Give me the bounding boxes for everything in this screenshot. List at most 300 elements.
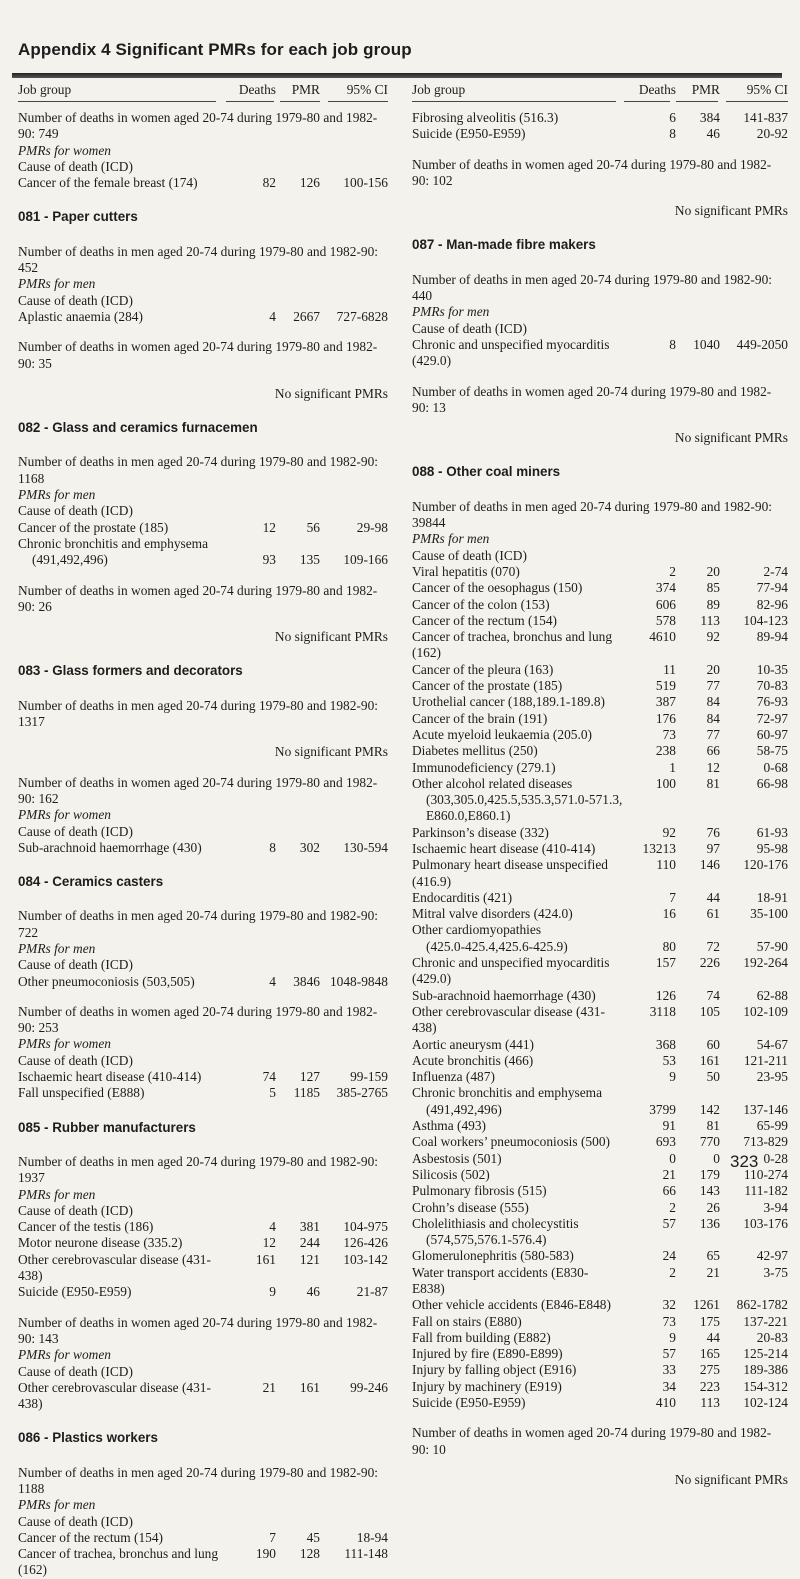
deaths-cell: 82 <box>262 175 276 191</box>
header-rule <box>412 101 788 103</box>
women-death-count: Number of deaths in women aged 20-74 during 1979-80 and 1982-90: 253 <box>18 1003 378 1036</box>
deaths-cell: 578 <box>655 612 676 628</box>
ci-cell: 20-83 <box>756 1329 788 1345</box>
rows <box>412 825 788 923</box>
deaths-cell: 8 <box>669 336 676 352</box>
table-row <box>412 110 788 126</box>
pmr-cell: 20 <box>706 563 720 579</box>
pmr-cell: 77 <box>706 726 720 742</box>
women-death-count: Number of deaths in women aged 20-74 during 1979-80 and 1982-90: 35 <box>18 339 378 371</box>
cause-cell: Fall from building (E882) <box>412 1329 551 1345</box>
cause-cell: Fall unspecified (E888) <box>18 1085 145 1101</box>
pmr-cell: 92 <box>706 629 720 645</box>
pmr-cell: 76 <box>706 824 720 840</box>
section-086-continued <box>412 110 788 219</box>
table-row <box>412 1346 788 1362</box>
rows <box>412 1248 788 1411</box>
header-job-group: Job group <box>412 82 466 97</box>
ci-cell: 3-94 <box>763 1199 788 1215</box>
pmr-cell: 81 <box>706 775 720 791</box>
cause-cell: Acute bronchitis (466) <box>412 1052 534 1068</box>
table-row <box>412 988 788 1004</box>
ci-cell: 121-211 <box>743 1052 788 1068</box>
ci-cell: 125-214 <box>743 1346 788 1362</box>
women-death-count: Number of deaths in women aged 20-74 during 1979-80 and 1982-90: 26 <box>18 582 378 614</box>
pmr-cell: 1261 <box>693 1297 720 1313</box>
pmr-cell: 97 <box>706 840 720 856</box>
deaths-cell: 12 <box>262 1235 276 1251</box>
cause-cell: Silicosis (502) <box>412 1166 490 1182</box>
table-row <box>412 629 788 662</box>
ci-cell: 111-148 <box>344 1546 388 1562</box>
pmr-cell: 175 <box>699 1313 720 1329</box>
cause-label: Cause of death (ICD) <box>412 547 527 563</box>
no-significant-pmrs: No significant PMRs <box>274 629 388 645</box>
ci-cell: 1048-9848 <box>329 973 388 989</box>
table-row <box>18 840 388 856</box>
pmr-cell: 74 <box>706 987 720 1003</box>
table-row <box>18 1284 388 1300</box>
pmr-cell: 165 <box>699 1346 720 1362</box>
deaths-cell: 93 <box>262 552 276 568</box>
table-row <box>18 1069 388 1085</box>
rows <box>412 110 788 143</box>
deaths-cell: 4 <box>269 308 276 324</box>
header-ci: 95% CI <box>346 82 388 97</box>
pmrs-label: PMRs for men <box>18 276 96 292</box>
table-row <box>412 1297 788 1313</box>
section-086 <box>18 1430 388 1578</box>
cause-cell: (425.0-425.4,425.6-425.9) <box>426 938 568 954</box>
cause-cell: Cancer of the prostate (185) <box>412 678 563 694</box>
no-significant-pmrs: No significant PMRs <box>274 744 388 760</box>
deaths-cell: 8 <box>269 839 276 855</box>
rows <box>412 564 788 792</box>
ci-cell: 72-97 <box>756 710 788 726</box>
cause-line: E860.0,E860.1) <box>426 808 511 824</box>
deaths-cell: 4610 <box>649 629 676 645</box>
table-row <box>18 1235 388 1251</box>
cause-cell: Chronic and unspecified myocarditis (429.0) <box>412 955 610 987</box>
deaths-cell: 387 <box>655 694 676 710</box>
table-row <box>18 520 388 536</box>
ci-cell: 103-142 <box>343 1251 388 1267</box>
section-heading: 084 - Ceramics casters <box>18 874 164 890</box>
table-row <box>412 711 788 727</box>
table-row <box>412 760 788 776</box>
men-death-count: Number of deaths in men aged 20-74 during 1979-80 and 1982-90: 722 <box>18 908 378 940</box>
pmr-cell: 302 <box>299 839 320 855</box>
cause-cell: Immunodeficiency (279.1) <box>412 759 556 775</box>
ci-cell: 111-182 <box>744 1183 788 1199</box>
deaths-cell: 126 <box>655 987 676 1003</box>
cause-cell: Mitral valve disorders (424.0) <box>412 906 573 922</box>
pmr-cell: 121 <box>299 1251 320 1267</box>
cause-line: (303,305.0,425.5,535.3,571.0-571.3, <box>426 792 623 808</box>
table-row <box>412 580 788 596</box>
men-death-count: Number of deaths in men aged 20-74 during 1979-80 and 1982-90: 1317 <box>18 697 378 730</box>
cause-cell: Cholelithiasis and cholecystitis <box>412 1215 579 1231</box>
section-heading: 088 - Other coal miners <box>412 464 561 480</box>
pmr-cell: 84 <box>706 710 720 726</box>
pmrs-label: PMRs for men <box>18 1186 96 1202</box>
men-death-count: Number of deaths in men aged 20-74 during 1979-80 and 1982-90: 1168 <box>18 454 378 486</box>
table-row <box>412 613 788 629</box>
rows <box>18 840 388 856</box>
deaths-cell: 66 <box>662 1183 676 1199</box>
deaths-cell: 2 <box>669 563 676 579</box>
deaths-cell: 73 <box>662 1313 676 1329</box>
cause-cell: Sub-arachnoid haemorrhage (430) <box>18 839 202 855</box>
pmr-cell: 72 <box>706 938 720 954</box>
ci-cell: 18-94 <box>356 1529 388 1545</box>
section-084 <box>18 874 388 1102</box>
header-ci: 95% CI <box>746 82 788 97</box>
ci-cell: 3-75 <box>763 1264 788 1280</box>
ci-cell: 65-99 <box>756 1118 788 1134</box>
header-pmr: PMR <box>291 82 320 97</box>
pmr-cell: 161 <box>699 1052 720 1068</box>
pmr-cell: 113 <box>700 1395 720 1411</box>
cause-label: Cause of death (ICD) <box>18 292 133 308</box>
rows <box>18 1069 388 1102</box>
table-row <box>412 1004 788 1037</box>
deaths-cell: 57 <box>662 1215 676 1231</box>
ci-cell: 99-159 <box>350 1069 388 1085</box>
ci-cell: 66-98 <box>756 775 788 791</box>
table-row <box>412 597 788 613</box>
pmr-cell: 20 <box>706 661 720 677</box>
no-significant-pmrs: No significant PMRs <box>674 1471 788 1487</box>
ci-cell: 57-90 <box>756 938 788 954</box>
deaths-cell: 33 <box>662 1362 676 1378</box>
deaths-cell: 110 <box>656 857 676 873</box>
pmr-cell: 105 <box>699 1003 720 1019</box>
rows <box>18 1380 388 1413</box>
ci-cell: 109-166 <box>343 552 388 568</box>
pmr-cell: 12 <box>706 759 720 775</box>
cause-cell: Suicide (E950-E959) <box>412 126 526 142</box>
pmr-cell: 3846 <box>293 973 320 989</box>
cause-cell: Glomerulonephritis (580-583) <box>412 1248 574 1264</box>
ci-cell: 70-83 <box>756 678 788 694</box>
cause-cell: Suicide (E950-E959) <box>18 1284 132 1300</box>
pmr-cell: 56 <box>306 519 320 535</box>
deaths-cell: 34 <box>662 1378 676 1394</box>
pmrs-label: PMRs for men <box>18 487 96 503</box>
table-row <box>412 1362 788 1378</box>
cause-cell: Cancer of the brain (191) <box>412 710 548 726</box>
pmr-cell: 136 <box>699 1215 720 1231</box>
pmr-cell: 26 <box>706 1199 720 1215</box>
deaths-cell: 410 <box>655 1395 676 1411</box>
deaths-cell: 7 <box>669 889 676 905</box>
table-row <box>412 955 788 988</box>
table-row <box>412 1379 788 1395</box>
section-heading: 082 - Glass and ceramics furnacemen <box>18 420 258 436</box>
pmr-cell: 44 <box>706 1329 720 1345</box>
cause-cell: Urothelial cancer (188,189.1-189.8) <box>412 694 605 710</box>
cause-label: Cause of death (ICD) <box>18 1202 133 1218</box>
deaths-cell: 238 <box>655 743 676 759</box>
deaths-cell: 32 <box>662 1297 676 1313</box>
section-088 <box>412 464 788 1488</box>
pmr-cell: 45 <box>306 1529 320 1545</box>
section-080-women <box>18 110 388 191</box>
ci-cell: 130-594 <box>343 839 388 855</box>
cause-label: Cause of death (ICD) <box>412 320 527 336</box>
ci-cell: 10-35 <box>756 661 788 677</box>
deaths-cell: 161 <box>255 1251 276 1267</box>
ci-cell: 54-67 <box>756 1036 788 1052</box>
table-row <box>412 662 788 678</box>
cause-label: Cause of death (ICD) <box>18 957 133 973</box>
pmr-cell: 66 <box>706 743 720 759</box>
pmrs-label: PMRs for women <box>18 142 111 158</box>
section-heading: 081 - Paper cutters <box>18 209 138 225</box>
cause-cell: Motor neurone disease (335.2) <box>18 1235 183 1251</box>
pmr-cell: 2667 <box>293 308 320 324</box>
table-row <box>412 1314 788 1330</box>
pmr-cell: 275 <box>699 1362 720 1378</box>
pmr-cell: 128 <box>299 1546 320 1562</box>
pmr-cell: 65 <box>706 1248 720 1264</box>
cause-cell: Aortic aneurysm (441) <box>412 1036 534 1052</box>
cause-cell: Aplastic anaemia (284) <box>18 308 143 324</box>
ci-cell: 862-1782 <box>736 1297 788 1313</box>
table-row <box>412 857 788 890</box>
table-row <box>412 906 788 922</box>
cause-label: Cause of death (ICD) <box>18 158 133 174</box>
pmrs-label: PMRs for women <box>18 1036 111 1052</box>
pmrs-label: PMRs for men <box>412 304 490 320</box>
cause-cell: (491,492,496) <box>426 1101 502 1117</box>
ci-cell: 29-98 <box>356 519 388 535</box>
pmr-cell: 226 <box>699 955 720 971</box>
pmr-cell: 21 <box>706 1264 720 1280</box>
pmr-cell: 127 <box>299 1069 320 1085</box>
cause-cell: Other alcohol related diseases <box>412 775 573 791</box>
ci-cell: 192-264 <box>743 955 788 971</box>
rows <box>18 1219 388 1300</box>
table-row <box>412 126 788 142</box>
deaths-cell: 9 <box>669 1329 676 1345</box>
table-row <box>412 564 788 580</box>
ci-cell: 2-74 <box>763 563 788 579</box>
cause-cell: Fall on stairs (E880) <box>412 1313 522 1329</box>
pmrs-label: PMRs for women <box>18 1347 111 1363</box>
pmr-cell: 0 <box>713 1150 720 1166</box>
pmr-cell: 50 <box>706 1069 720 1085</box>
cause-cell: Influenza (487) <box>412 1069 495 1085</box>
rows <box>412 955 788 1085</box>
pmr-cell: 384 <box>699 110 720 125</box>
ci-cell: 137-146 <box>743 1101 788 1117</box>
cause-cell: Fibrosing alveolitis (516.3) <box>412 110 559 125</box>
cause-cell: Viral hepatitis (070) <box>412 563 520 579</box>
pmr-cell: 1185 <box>293 1085 320 1101</box>
pmr-cell: 113 <box>700 612 720 628</box>
table-header <box>412 82 788 100</box>
cause-cell: Cancer of the oesophagus (150) <box>412 580 583 596</box>
table-row <box>412 1248 788 1264</box>
pmr-cell: 135 <box>299 552 320 568</box>
deaths-cell: 176 <box>655 710 676 726</box>
cause-line: (574,575,576.1-576.4) <box>426 1232 547 1248</box>
deaths-cell: 606 <box>655 596 676 612</box>
table-row <box>412 1037 788 1053</box>
cause-cell: Cancer of the rectum (154) <box>412 612 558 628</box>
section-081 <box>18 209 388 402</box>
cause-label: Cause of death (ICD) <box>18 1513 133 1529</box>
table-row <box>18 1546 388 1579</box>
cause-cell: Coal workers’ pneumoconiosis (500) <box>412 1134 610 1150</box>
deaths-cell: 21 <box>662 1166 676 1182</box>
men-death-count: Number of deaths in men aged 20-74 during 1979-80 and 1982-90: 1188 <box>18 1464 378 1496</box>
table-row <box>18 974 388 990</box>
section-heading: 085 - Rubber manufacturers <box>18 1119 196 1135</box>
women-death-count: Number of deaths in women aged 20-74 during 1979-80 and 1982-90: 13 <box>412 383 772 415</box>
pmr-cell: 146 <box>699 857 720 873</box>
deaths-cell: 9 <box>269 1284 276 1300</box>
pmr-cell: 85 <box>706 580 720 596</box>
men-death-count: Number of deaths in men aged 20-74 during 1979-80 and 1982-90: 39844 <box>412 498 772 531</box>
ci-cell: 77-94 <box>756 580 788 596</box>
header-job-group: Job group <box>18 82 72 97</box>
title-rule <box>12 73 782 78</box>
ci-cell: 713-829 <box>743 1134 788 1150</box>
cause-cell: Crohn’s disease (555) <box>412 1199 529 1215</box>
right-column <box>412 82 788 1488</box>
pmrs-label: PMRs for men <box>18 940 96 956</box>
cause-cell: Diabetes mellitus (250) <box>412 743 538 759</box>
section-082 <box>18 420 388 645</box>
cause-cell: Cancer of the female breast (174) <box>18 175 198 191</box>
deaths-cell: 374 <box>655 580 676 596</box>
header-deaths: Deaths <box>238 82 276 97</box>
ci-cell: 137-221 <box>743 1313 788 1329</box>
cause-cell: Cancer of the pleura (163) <box>412 661 554 677</box>
women-death-count: Number of deaths in women aged 20-74 during 1979-80 and 1982-90: 143 <box>18 1314 378 1346</box>
cause-cell: Pulmonary heart disease unspecified (416.9) <box>412 857 608 889</box>
deaths-cell: 157 <box>655 955 676 971</box>
ci-cell: 0-68 <box>763 759 788 775</box>
rows <box>18 175 388 191</box>
deaths-cell: 13213 <box>642 840 676 856</box>
ci-cell: 21-87 <box>356 1284 388 1300</box>
pmr-cell: 1040 <box>693 336 720 352</box>
ci-cell: 104-975 <box>343 1219 388 1235</box>
cause-label: Cause of death (ICD) <box>18 823 133 839</box>
no-significant-pmrs: No significant PMRs <box>274 385 388 401</box>
ci-cell: 58-75 <box>756 743 788 759</box>
pmr-cell: 61 <box>706 906 720 922</box>
cause-cell: Injured by fire (E890-E899) <box>412 1346 563 1362</box>
ci-cell: 104-123 <box>743 612 788 628</box>
pmr-cell: 244 <box>299 1235 320 1251</box>
no-significant-pmrs: No significant PMRs <box>674 203 788 219</box>
section-heading: 087 - Man-made fibre makers <box>412 237 596 253</box>
table-row <box>412 1265 788 1298</box>
header-pmr: PMR <box>691 82 720 97</box>
deaths-cell: 8 <box>669 126 676 142</box>
rows <box>18 1530 388 1579</box>
page-number: 323 <box>730 1152 759 1171</box>
deaths-cell: 16 <box>662 906 676 922</box>
pmr-cell: 142 <box>699 1101 720 1117</box>
cause-cell: Cancer of the colon (153) <box>412 596 550 612</box>
table-row <box>412 890 788 906</box>
deaths-cell: 100 <box>655 775 676 791</box>
cause-line: Chronic bronchitis and emphysema <box>18 535 209 551</box>
ci-cell: 82-96 <box>756 596 788 612</box>
cause-cell: Pulmonary fibrosis (515) <box>412 1183 547 1199</box>
table-row <box>412 1102 788 1118</box>
table-row <box>18 1530 388 1546</box>
table-row <box>18 1380 388 1413</box>
cause-cell: Water transport accidents (E830-E838) <box>412 1264 589 1296</box>
women-death-count: Number of deaths in women aged 20-74 during 1979-80 and 1982-90: 749 <box>18 110 378 142</box>
cause-cell: Cancer of the testis (186) <box>18 1219 154 1235</box>
header-rule <box>18 101 388 103</box>
ci-cell: 727-6828 <box>336 308 388 324</box>
cause-cell: Other pneumoconiosis (503,505) <box>18 973 195 989</box>
cause-cell: Asthma (493) <box>412 1118 487 1134</box>
table-row <box>412 743 788 759</box>
section-085 <box>18 1120 388 1413</box>
rows <box>18 974 388 990</box>
pmrs-label: PMRs for men <box>412 531 490 547</box>
men-death-count: Number of deaths in men aged 20-74 during 1979-80 and 1982-90: 440 <box>412 271 772 304</box>
cause-cell: Parkinson’s disease (332) <box>412 824 549 840</box>
header-deaths: Deaths <box>638 82 676 97</box>
deaths-cell: 92 <box>662 824 676 840</box>
table-row <box>412 825 788 841</box>
left-column <box>18 82 388 1579</box>
deaths-cell: 2 <box>669 1199 676 1215</box>
section-083 <box>18 663 388 856</box>
deaths-cell: 0 <box>669 1150 676 1166</box>
cause-cell: (491,492,496) <box>32 552 108 568</box>
section-heading: 083 - Glass formers and decorators <box>18 663 243 679</box>
deaths-cell: 74 <box>262 1069 276 1085</box>
women-death-count: Number of deaths in women aged 20-74 during 1979-80 and 1982-90: 102 <box>412 156 772 188</box>
ci-cell: 95-98 <box>756 840 788 856</box>
ci-cell: 20-92 <box>756 126 788 142</box>
page-title: Appendix 4 Significant PMRs for each job group <box>18 40 412 59</box>
deaths-cell: 80 <box>662 938 676 954</box>
table-header <box>18 82 388 100</box>
table-row <box>18 1252 388 1285</box>
ci-cell: 18-91 <box>756 889 788 905</box>
pmr-cell: 44 <box>706 889 720 905</box>
cause-line: Other cardiomyopathies <box>412 922 542 938</box>
deaths-cell: 57 <box>662 1346 676 1362</box>
cause-cell: Endocarditis (421) <box>412 889 513 905</box>
section-heading: 086 - Plastics workers <box>18 1430 158 1446</box>
ci-cell: 120-176 <box>743 857 788 873</box>
table-row <box>412 939 788 955</box>
deaths-cell: 21 <box>262 1379 276 1395</box>
ci-cell: 62-88 <box>756 987 788 1003</box>
rows <box>18 309 388 325</box>
ci-cell: 0-28 <box>763 1150 788 1166</box>
deaths-cell: 9 <box>669 1069 676 1085</box>
ci-cell: 35-100 <box>750 906 788 922</box>
table-row <box>412 694 788 710</box>
ci-cell: 61-93 <box>756 824 788 840</box>
ci-cell: 103-176 <box>743 1215 788 1231</box>
